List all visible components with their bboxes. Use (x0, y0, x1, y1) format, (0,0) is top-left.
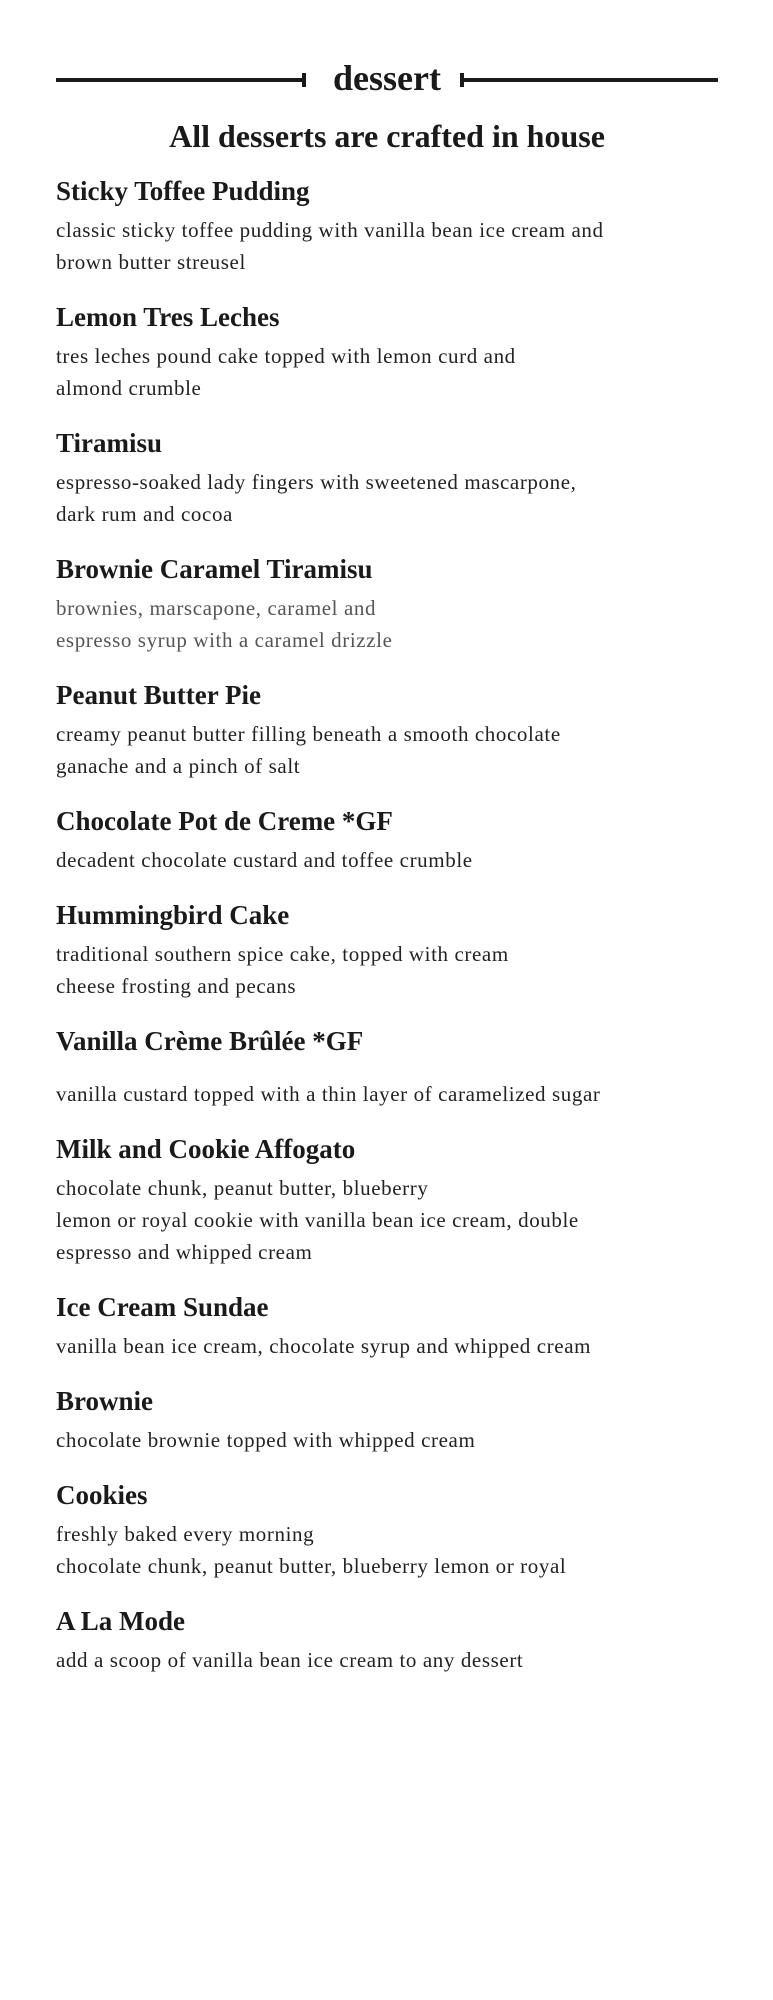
description-line: espresso and whipped cream (56, 1240, 313, 1264)
description-line: add a scoop of vanilla bean ice cream to any dessert (56, 1648, 524, 1672)
description-line: lemon or royal cookie with vanilla bean ice cream, double (56, 1208, 579, 1232)
menu-item (56, 298, 718, 404)
description-line: almond crumble (56, 376, 202, 400)
description-line: traditional southern spice cake, topped with cream (56, 942, 509, 966)
menu-item-name: Vanilla Crème Brûlée *GF (56, 1026, 364, 1056)
menu-item (56, 1602, 718, 1676)
menu-item (56, 424, 718, 530)
menu-item (56, 1130, 718, 1268)
description-line: chocolate chunk, peanut butter, blueberry (56, 1176, 429, 1200)
menu-item-name: Hummingbird Cake (56, 900, 290, 930)
description-line: chocolate chunk, peanut butter, blueberry lemon or royal (56, 1554, 567, 1578)
menu-item (56, 802, 718, 876)
menu-item-name: Brownie Caramel Tiramisu (56, 554, 373, 584)
description-line: cheese frosting and pecans (56, 974, 297, 998)
menu-item-description (56, 844, 718, 876)
section-subtitle: All desserts are crafted in house (169, 118, 605, 154)
dessert-list (56, 172, 718, 1676)
menu-item (56, 1288, 718, 1362)
menu-item-description (56, 1078, 718, 1110)
description-line: ganache and a pinch of salt (56, 754, 301, 778)
description-line: chocolate brownie topped with whipped cream (56, 1428, 476, 1452)
menu-item-name: Ice Cream Sundae (56, 1292, 269, 1322)
menu-item-name: Peanut Butter Pie (56, 680, 261, 710)
dessert-menu (56, 52, 718, 1696)
description-line: brownies, marscapone, caramel and (56, 596, 377, 620)
menu-item (56, 1476, 718, 1582)
menu-item-description (56, 1172, 718, 1268)
description-line: espresso syrup with a caramel drizzle (56, 628, 393, 652)
section-title: dessert (333, 58, 441, 98)
menu-item-description (56, 1424, 718, 1456)
menu-item-name: Sticky Toffee Pudding (56, 176, 310, 206)
description-line: classic sticky toffee pudding with vanilla bean ice cream and (56, 218, 604, 242)
menu-item-description (56, 340, 718, 404)
menu-item-name: A La Mode (56, 1606, 186, 1636)
description-line: vanilla custard topped with a thin layer of caramelized sugar (56, 1082, 601, 1106)
menu-item-description (56, 938, 718, 1002)
menu-item-name: Lemon Tres Leches (56, 302, 280, 332)
menu-item-description (56, 718, 718, 782)
menu-item-name: Chocolate Pot de Creme *GF (56, 806, 393, 836)
menu-item-name: Milk and Cookie Affogato (56, 1134, 356, 1164)
menu-item (56, 1382, 718, 1456)
menu-item-name: Brownie (56, 1386, 154, 1416)
menu-item-description (56, 1644, 718, 1676)
menu-item-description (56, 1330, 718, 1362)
menu-item-description (56, 1518, 718, 1582)
description-line: dark rum and cocoa (56, 502, 233, 526)
menu-item (56, 676, 718, 782)
menu-item-description (56, 214, 718, 278)
menu-item-name: Tiramisu (56, 428, 163, 458)
menu-item (56, 896, 718, 1002)
description-line: creamy peanut butter filling beneath a smooth chocolate (56, 722, 561, 746)
description-line: espresso-soaked lady fingers with sweetened mascarpone, (56, 470, 577, 494)
description-line: tres leches pound cake topped with lemon curd and (56, 344, 516, 368)
menu-item (56, 1022, 718, 1110)
description-line: decadent chocolate custard and toffee crumble (56, 848, 473, 872)
menu-item (56, 172, 718, 278)
description-line: freshly baked every morning (56, 1522, 315, 1546)
menu-item (56, 550, 718, 656)
menu-item-description (56, 466, 718, 530)
right-divider-rule (460, 78, 718, 82)
menu-item-name: Cookies (56, 1480, 148, 1510)
description-line: brown butter streusel (56, 250, 246, 274)
description-line: vanilla bean ice cream, chocolate syrup and whipped cream (56, 1334, 592, 1358)
section-heading (56, 52, 718, 108)
menu-item-description (56, 592, 718, 656)
